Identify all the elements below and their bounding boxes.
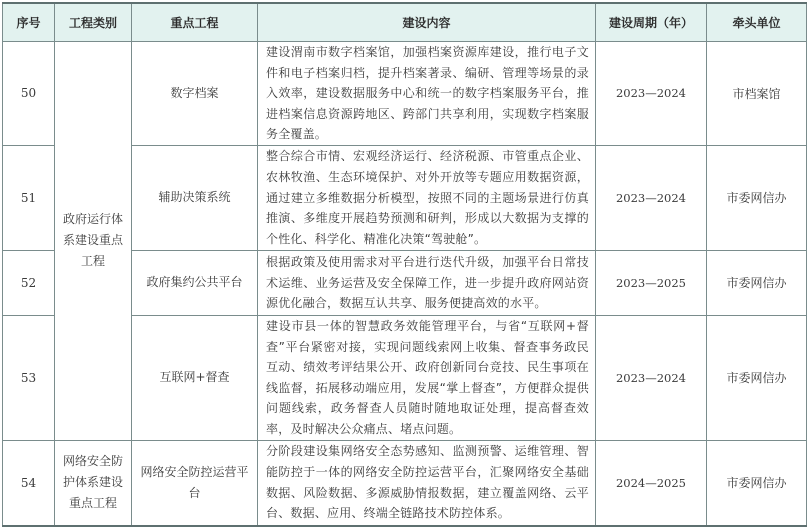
row-period: 2023—2025 [596,250,707,315]
row-project: 辅助决策系统 [132,145,258,250]
header-lead: 牵头单位 [707,3,807,42]
header-project: 重点工程 [132,3,258,42]
row-seq: 52 [3,250,55,315]
row-project: 网络安全防控运营平台 [132,440,258,526]
category-security: 网络安全防护体系建设重点工程 [55,440,132,526]
row-seq: 50 [3,42,55,146]
table-row [3,42,807,146]
row-period: 2023—2024 [596,42,707,146]
row-lead: 市委网信办 [707,250,807,315]
header-category: 工程类别 [55,3,132,42]
row-period: 2023—2024 [596,315,707,440]
row-period: 2023—2024 [596,145,707,250]
table-row [3,440,807,526]
row-content: 分阶段建设集网络安全态势感知、监测预警、运维管理、智能防控于一体的网络安全防控运营平台，汇聚网络安全基础数据、风险数据、多源威胁情报数据，建立覆盖网络、云平台、数据、应用、终端全链路技术防控体系。 [258,440,596,526]
header-period: 建设周期（年） [596,3,707,42]
row-seq: 53 [3,315,55,440]
row-content: 根据政策及使用需求对平台进行迭代升级，加强平台日常技术运维、业务运营及安全保障工作，进一步提升政府网站资源优化融合，数据互认共享、服务便捷高效的水平。 [258,250,596,315]
row-lead: 市委网信办 [707,315,807,440]
header-seq: 序号 [3,3,55,42]
key-projects-table [2,2,807,527]
row-project: 数字档案 [132,42,258,146]
row-lead: 市档案馆 [707,42,807,146]
row-content: 建设市县一体的智慧政务效能管理平台，与省“互联网+督查”平台紧密对接，实现问题线索网上收集、督查事务政民互动、绩效考评结果公开、政府创新同台竞技、民生事项在线监督，拓展移动端应用，发展“掌上督查”，方便群众提供问题线索，政务督查人员随时随地取证处理，提高督查效率，及时解决公众痛点、堵点问题。 [258,315,596,440]
row-content: 建设渭南市数字档案馆，加强档案资源库建设，推行电子文件和电子档案归档，提升档案著录、编研、管理等场景的录入效率，建设数据服务中心和统一的数字档案服务平台，推进档案信息资源跨地区、跨部门共享利用，实现数字档案服务全覆盖。 [258,42,596,146]
row-project: 互联网+督查 [132,315,258,440]
row-lead: 市委网信办 [707,145,807,250]
header-content: 建设内容 [258,3,596,42]
row-lead: 市委网信办 [707,440,807,526]
row-period: 2024—2025 [596,440,707,526]
header-row [3,3,807,42]
row-project: 政府集约公共平台 [132,250,258,315]
category-gov: 政府运行体系建设重点工程 [55,42,132,441]
row-seq: 54 [3,440,55,526]
row-seq: 51 [3,145,55,250]
row-content: 整合综合市情、宏观经济运行、经济税源、市管重点企业、农林牧渔、生态环境保护、对外开放等专题应用数据资源，通过建立多维数据分析模型，按照不同的主题场景进行仿真推演、多维度开展趋势预测和研判，形成以大数据为支撑的个性化、科学化、精准化决策“驾驶舱”。 [258,145,596,250]
